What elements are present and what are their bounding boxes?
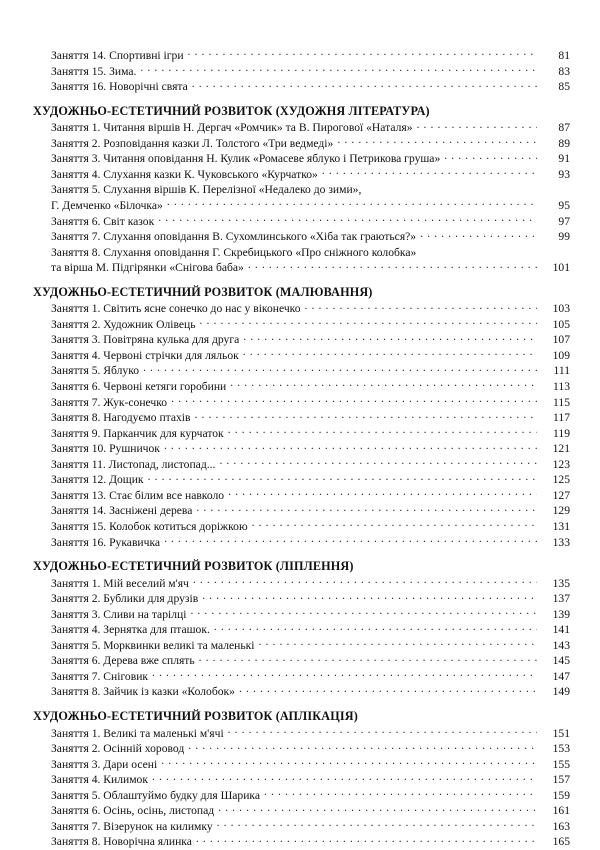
dot-leader (143, 363, 537, 374)
toc-entry-page-number: 157 (552, 773, 570, 787)
toc-entry-page-number: 153 (552, 742, 570, 756)
toc-entry[interactable] (33, 535, 570, 551)
toc-entry[interactable] (33, 669, 570, 685)
toc-entry[interactable] (33, 214, 570, 230)
dot-leader (164, 535, 537, 546)
dot-leader (152, 772, 537, 783)
dot-leader (305, 301, 537, 312)
toc-section (33, 104, 570, 276)
toc-entry-title: Заняття 1. Світить ясне сонечко до нас у віконечко (51, 302, 301, 316)
toc-entry[interactable] (33, 182, 570, 198)
dot-leader (228, 726, 537, 737)
toc-entry-title: Заняття 2. Художник Олівець (51, 317, 196, 331)
toc-entry[interactable] (33, 519, 570, 535)
toc-entry-title: Заняття 11. Листопад, листопад... (51, 457, 216, 471)
toc-entry[interactable] (33, 64, 570, 80)
toc-entry-page-number: 165 (552, 835, 570, 849)
toc-entry-title: Заняття 8. Зайчик із казки «Колобок» (51, 685, 235, 699)
dot-leader (444, 151, 537, 162)
dot-leader (167, 198, 537, 209)
toc-entry-title: Заняття 5. Яблуко (51, 364, 140, 378)
toc-entry-title: Заняття 2. Розповідання казки Л. Толстого «Три ведмеді» (51, 136, 334, 150)
dot-leader (248, 260, 537, 271)
toc-entry-title: Заняття 15. Колобок котиться доріжкою (51, 519, 248, 533)
toc-entry[interactable] (33, 229, 570, 245)
dot-leader (196, 834, 537, 845)
toc-entry-title: Заняття 6. Червоні кетяги горобини (51, 380, 227, 394)
toc-entry-title: Заняття 13. Стає білим все навколо (51, 488, 225, 502)
dot-leader (164, 441, 537, 452)
toc-entry-list (33, 726, 570, 850)
toc-entry-page-number: 85 (558, 80, 570, 94)
toc-section (33, 48, 570, 95)
toc-section (33, 559, 570, 700)
dot-leader (228, 426, 537, 437)
section-heading: ХУДОЖНЬО-ЕСТЕТИЧНИЙ РОЗВИТОК (МАЛЮВАННЯ) (33, 284, 373, 299)
toc-entry[interactable] (33, 120, 570, 136)
toc-entry-title: Заняття 4. Зернятка для пташок. (51, 623, 210, 637)
toc-entry[interactable] (33, 48, 570, 64)
toc-entry[interactable] (33, 426, 570, 442)
dot-leader (337, 136, 537, 147)
section-heading: ХУДОЖНЬО-ЕСТЕТИЧНИЙ РОЗВИТОК (ЛІПЛЕННЯ) (33, 559, 354, 574)
dot-leader (243, 348, 537, 359)
toc-entry[interactable] (33, 622, 570, 638)
dot-leader (195, 410, 538, 421)
dot-leader (193, 576, 537, 587)
dot-leader (202, 591, 537, 602)
toc-entry-title: Заняття 7. Сніговик (51, 669, 149, 683)
toc-entry-page-number: 151 (552, 726, 570, 740)
toc-entry-page-number: 89 (558, 136, 570, 150)
toc-entry-page-number: 155 (552, 757, 570, 771)
toc-entry-page-number: 107 (552, 333, 570, 347)
toc-entry-page-number: 121 (552, 442, 570, 456)
dot-leader (230, 379, 537, 390)
toc-entry-title: Заняття 7. Слухання оповідання В. Сухомлинського «Хіба так граються?» (51, 230, 417, 244)
toc-entry-page-number: 133 (552, 535, 570, 549)
toc-entry-page-number: 131 (552, 519, 570, 533)
dot-leader (365, 182, 537, 193)
toc-entry-page-number: 143 (552, 638, 570, 652)
dot-leader (190, 607, 537, 618)
toc-entry[interactable] (33, 441, 570, 457)
dot-leader (417, 120, 537, 131)
dot-leader (188, 741, 537, 752)
toc-entry-page-number: 145 (552, 654, 570, 668)
toc-entry-page-number: 115 (553, 395, 570, 409)
dot-leader (420, 245, 537, 256)
dot-leader (252, 519, 537, 530)
toc-entry-title: Заняття 16. Рукавичка (51, 535, 161, 549)
dot-leader (264, 788, 537, 799)
toc-entry-title: Заняття 8. Слухання оповідання Г. Скребицького «Про сніжного колобка» (51, 245, 417, 259)
dot-leader (228, 488, 537, 499)
toc-entry-page-number: 81 (558, 49, 570, 62)
toc-entry-title: Заняття 8. Нагодуємо птахів (51, 411, 191, 425)
toc-entry[interactable] (33, 332, 570, 348)
toc-entry[interactable] (33, 591, 570, 607)
dot-leader (217, 819, 537, 830)
toc-entry-page-number: 97 (558, 214, 570, 228)
toc-section (33, 709, 570, 850)
toc-entry[interactable] (33, 363, 570, 379)
toc-entry[interactable] (33, 301, 570, 317)
toc-entry-page-number: 113 (553, 380, 570, 394)
dot-leader (161, 757, 537, 768)
toc-entry-title: Заняття 4. Слухання казки К. Чуковського «Курчатко» (51, 167, 318, 181)
table-of-contents (33, 48, 570, 850)
toc-entry-title: Заняття 2. Осінній хоровод (51, 742, 185, 756)
toc-entry[interactable] (33, 684, 570, 700)
section-heading: ХУДОЖНЬО-ЕСТЕТИЧНИЙ РОЗВИТОК (ХУДОЖНЯ ЛІТЕРАТУРА) (33, 103, 430, 118)
toc-entry-page-number: 87 (558, 121, 570, 135)
toc-entry-list (33, 301, 570, 550)
toc-entry-title: Заняття 14. Спортивні ігри (51, 49, 184, 62)
toc-entry-title: Заняття 4. Червоні стрічки для ляльок (51, 348, 239, 362)
toc-entry-page-number: 123 (552, 457, 570, 471)
toc-entry-page-number: 119 (553, 426, 570, 440)
toc-section (33, 285, 570, 550)
toc-entry-page-number: 159 (552, 788, 570, 802)
toc-entry-page-number: 139 (552, 607, 570, 621)
toc-entry-title: Заняття 3. Читання оповідання Н. Кулик «Ромасеве яблуко і Петрикова груша» (51, 152, 441, 166)
toc-entry-title: Заняття 1. Великі та маленькі м'ячі (51, 726, 224, 740)
toc-entry[interactable] (33, 488, 570, 504)
toc-entry-page-number: 137 (552, 592, 570, 606)
dot-leader (140, 64, 537, 75)
dot-leader (219, 457, 537, 468)
dot-leader (199, 653, 537, 664)
toc-entry-page-number: 127 (552, 488, 570, 502)
toc-entry-page-number: 103 (552, 302, 570, 316)
toc-entry-page-number: 109 (552, 348, 570, 362)
toc-entry-title: Заняття 15. Зима. (51, 64, 137, 78)
toc-entry-title: Заняття 5. Слухання віршів К. Перелізної «Недалеко до зими», (51, 183, 362, 197)
toc-entry[interactable] (33, 653, 570, 669)
toc-entry-title: Заняття 6. Світ казок (51, 214, 155, 228)
toc-entry-page-number: 125 (552, 473, 570, 487)
toc-entry-title: Заняття 6. Дерева вже сплять (51, 654, 195, 668)
toc-entry[interactable] (33, 607, 570, 623)
toc-entry-title: Заняття 16. Новорічні свята (51, 80, 188, 94)
toc-entry-page-number: 111 (553, 364, 570, 378)
toc-entry[interactable] (33, 260, 570, 276)
toc-entry-page-number: 147 (552, 669, 570, 683)
toc-entry[interactable] (33, 410, 570, 426)
toc-entry[interactable] (33, 379, 570, 395)
toc-entry-page-number: 141 (552, 623, 570, 637)
dot-leader (158, 214, 537, 225)
toc-entry-title: Г. Демченко «Білочка» (51, 198, 163, 212)
toc-entry[interactable] (33, 472, 570, 488)
toc-entry[interactable] (33, 245, 570, 261)
toc-entry-page-number: 161 (552, 804, 570, 818)
dot-leader (218, 803, 537, 814)
toc-entry-title: Заняття 5. Морквинки великі та маленькі (51, 638, 255, 652)
dot-leader (420, 229, 537, 240)
toc-entry-page-number: 95 (558, 198, 570, 212)
toc-entry[interactable] (33, 788, 570, 804)
toc-entry[interactable] (33, 136, 570, 152)
toc-entry[interactable] (33, 638, 570, 654)
dot-leader (259, 638, 538, 649)
toc-entry-title: та вірша М. Підгірянки «Снігова баба» (51, 261, 244, 275)
toc-entry-title: Заняття 5. Облаштуймо будку для Шарика (51, 788, 261, 802)
toc-entry-page-number: 91 (558, 152, 570, 166)
toc-entry-title: Заняття 1. Мій веселий м'яч (51, 576, 189, 590)
toc-entry-title: Заняття 9. Парканчик для курчаток (51, 426, 224, 440)
toc-entry-page-number: 149 (552, 685, 570, 699)
dot-leader (148, 472, 537, 483)
toc-entry-title: Заняття 3. Сливи на тарілці (51, 607, 187, 621)
toc-entry-title: Заняття 12. Дощик (51, 473, 144, 487)
toc-entry-page-number: 83 (558, 64, 570, 78)
toc-entry[interactable] (33, 576, 570, 592)
toc-entry-title: Заняття 6. Осінь, осінь, листопад (51, 804, 215, 818)
toc-entry[interactable] (33, 198, 570, 214)
toc-entry-title: Заняття 3. Дари осені (51, 757, 158, 771)
toc-entry-title: Заняття 7. Візерунок на килимку (51, 819, 213, 833)
dot-leader (200, 317, 538, 328)
dot-leader (243, 332, 537, 343)
dot-leader (192, 79, 537, 90)
section-heading: ХУДОЖНЬО-ЕСТЕТИЧНИЙ РОЗВИТОК (АПЛІКАЦІЯ) (33, 709, 358, 724)
toc-entry-page-number: 163 (552, 819, 570, 833)
toc-entry-page-number: 105 (552, 317, 570, 331)
toc-entry-title: Заняття 3. Повітряна кулька для друга (51, 333, 240, 347)
dot-leader (171, 395, 537, 406)
dot-leader (214, 622, 537, 633)
toc-entry[interactable] (33, 457, 570, 473)
dot-leader (322, 167, 537, 178)
toc-entry[interactable] (33, 167, 570, 183)
toc-entry[interactable] (33, 317, 570, 333)
toc-entry-page-number: 117 (553, 411, 570, 425)
toc-entry[interactable] (33, 757, 570, 773)
toc-entry[interactable] (33, 819, 570, 835)
dot-leader (188, 48, 537, 59)
toc-entry-title: Заняття 8. Новорічна ялинка (51, 835, 192, 849)
toc-entry[interactable] (33, 803, 570, 819)
toc-entry-page-number: 101 (552, 261, 570, 275)
toc-entry[interactable] (33, 726, 570, 742)
toc-entry-title: Заняття 10. Рушничок (51, 442, 160, 456)
toc-entry[interactable] (33, 79, 570, 95)
toc-entry-list (33, 576, 570, 700)
toc-entry-title: Заняття 7. Жук-сонечко (51, 395, 168, 409)
toc-entry[interactable] (33, 772, 570, 788)
toc-entry-list (33, 48, 570, 95)
dot-leader (152, 669, 537, 680)
toc-entry-page-number: 129 (552, 504, 570, 518)
toc-entry[interactable] (33, 741, 570, 757)
dot-leader (239, 684, 537, 695)
toc-entry-list (33, 120, 570, 275)
toc-entry-page-number: 135 (552, 576, 570, 590)
toc-entry-title: Заняття 1. Читання віршів Н. Дергач «Ромчик» та В. Пирогової «Наталя» (51, 121, 413, 135)
toc-entry-title: Заняття 4. Килимок (51, 773, 148, 787)
toc-entry-title: Заняття 2. Бублики для друзів (51, 592, 199, 606)
toc-entry[interactable] (33, 834, 570, 850)
toc-entry-page-number: 99 (558, 230, 570, 244)
toc-entry[interactable] (33, 348, 570, 364)
toc-entry-title: Заняття 14. Засніжені дерева (51, 504, 193, 518)
dot-leader (196, 503, 537, 514)
toc-entry[interactable] (33, 503, 570, 519)
toc-entry[interactable] (33, 151, 570, 167)
toc-entry[interactable] (33, 395, 570, 411)
toc-entry-page-number: 93 (558, 167, 570, 181)
